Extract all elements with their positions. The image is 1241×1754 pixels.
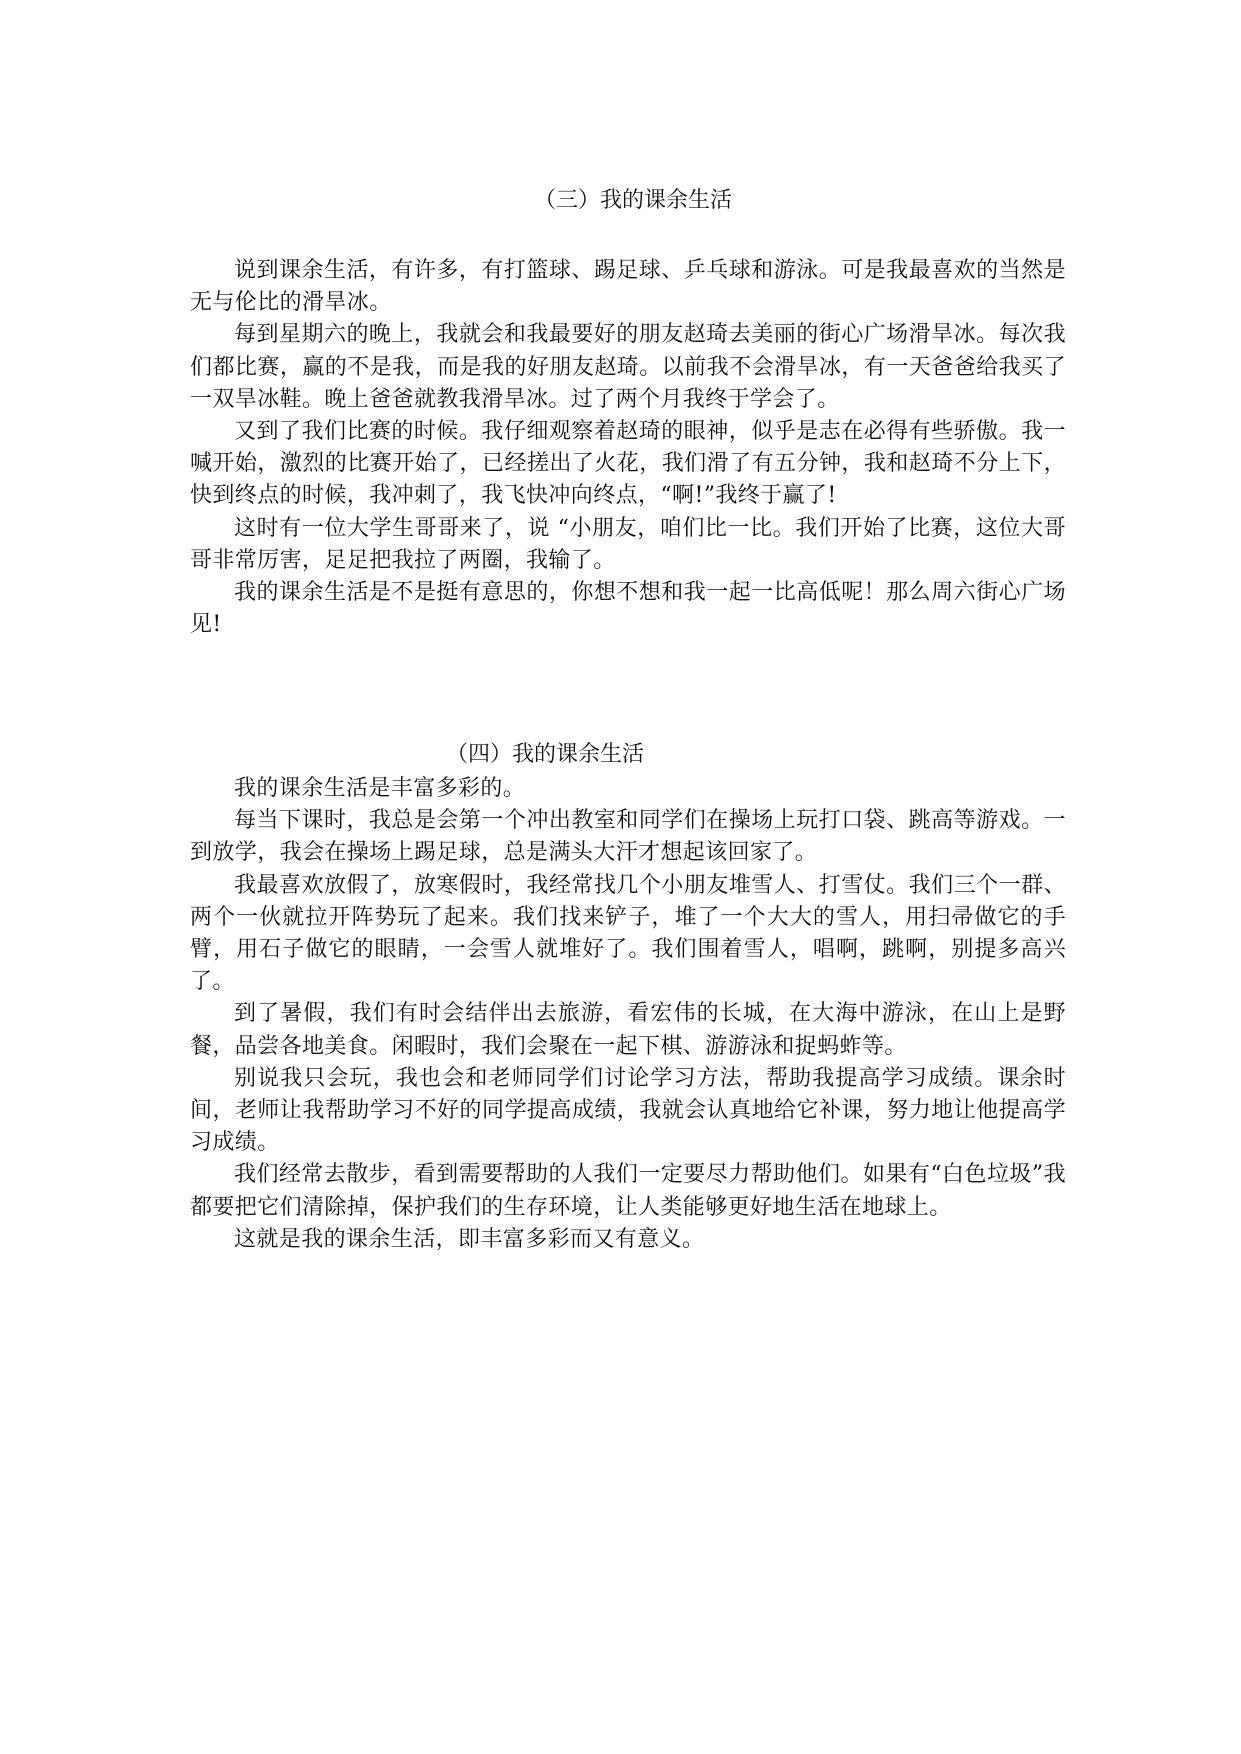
essay-paragraph: 每到星期六的晚上，我就会和我最要好的朋友赵琦去美丽的街心广场滑旱冰。每次我们都比赛，赢的不是我，而是我的好朋友赵琦。以前我不会滑旱冰，有一天爸爸给我买了一双旱冰鞋。晚上爸爸就教我滑旱冰。过了两个月我终于学会了。: [190, 322, 1066, 412]
essay-paragraph: 我的课余生活是丰富多彩的。: [234, 776, 526, 801]
essay-title: （三）我的课余生活: [533, 188, 732, 213]
essay-paragraph: 说到课余生活，有许多，有打篮球、踢足球、乒乓球和游泳。可是我最喜欢的当然是无与伦比的滑旱冰。: [190, 258, 1066, 316]
essay-paragraph: 我的课余生活是不是挺有意思的，你想不想和我一起一比高低呢！那么周六街心广场见!: [190, 580, 1066, 638]
essay-three: [190, 183, 1066, 641]
essay-paragraph: 别说我只会玩，我也会和老师同学们讨论学习方法，帮助我提高学习成绩。课余时间，老师让我帮助学习不好的同学提高成绩，我就会认真地给它补课，努力地让他提高学习成绩。: [190, 1065, 1066, 1156]
essay-paragraph: 我最喜欢放假了，放寒假时，我经常找几个小朋友堆雪人、打雪仗。我们三个一群、两个一伙就拉开阵势玩了起来。我们找来铲子，堆了一个大大的雪人，用扫帚做它的手臂，用石子做它的眼睛，一会雪人就堆好了。我们围着雪人，唱啊，跳啊，别提多高兴了。: [190, 872, 1066, 995]
essay-title: （四）我的课余生活: [446, 742, 645, 767]
essay-paragraph: 到了暑假，我们有时会结伴出去旅游，看宏伟的长城，在大海中游泳，在山上是野餐，品尝各地美食。闲暇时，我们会聚在一起下棋、游游泳和捉蚂蚱等。: [190, 1001, 1066, 1059]
essay-paragraph: 这时有一位大学生哥哥来了，说 “小朋友，咱们比一比。我们开始了比赛，这位大哥哥非常厉害，足足把我拉了两圈，我输了。: [190, 515, 1066, 573]
essay-paragraph: 每当下课时，我总是会第一个冲出教室和同学们在操场上玩打口袋、跳高等游戏。一到放学，我会在操场上踢足球，总是满头大汗才想起该回家了。: [190, 808, 1066, 866]
essay-paragraph: 又到了我们比赛的时候。我仔细观察着赵琦的眼神，似乎是志在必得有些骄傲。我一喊开始，激烈的比赛开始了，已经搓出了火花，我们滑了有五分钟，我和赵琦不分上下，快到终点的时候，我冲刺了，我飞快冲向终点，“啊!”我终于赢了!: [190, 419, 1066, 509]
essay-paragraph: 这就是我的课余生活，即丰富多彩而又有意义。: [234, 1226, 705, 1252]
essay-paragraph: 我们经常去散步，看到需要帮助的人我们一定要尽力帮助他们。如果有“白色垃圾”我都要把它们清除掉，保护我们的生存环境，让人类能够更好地生活在地球上。: [190, 1162, 1066, 1220]
essay-four: [190, 737, 1066, 1256]
